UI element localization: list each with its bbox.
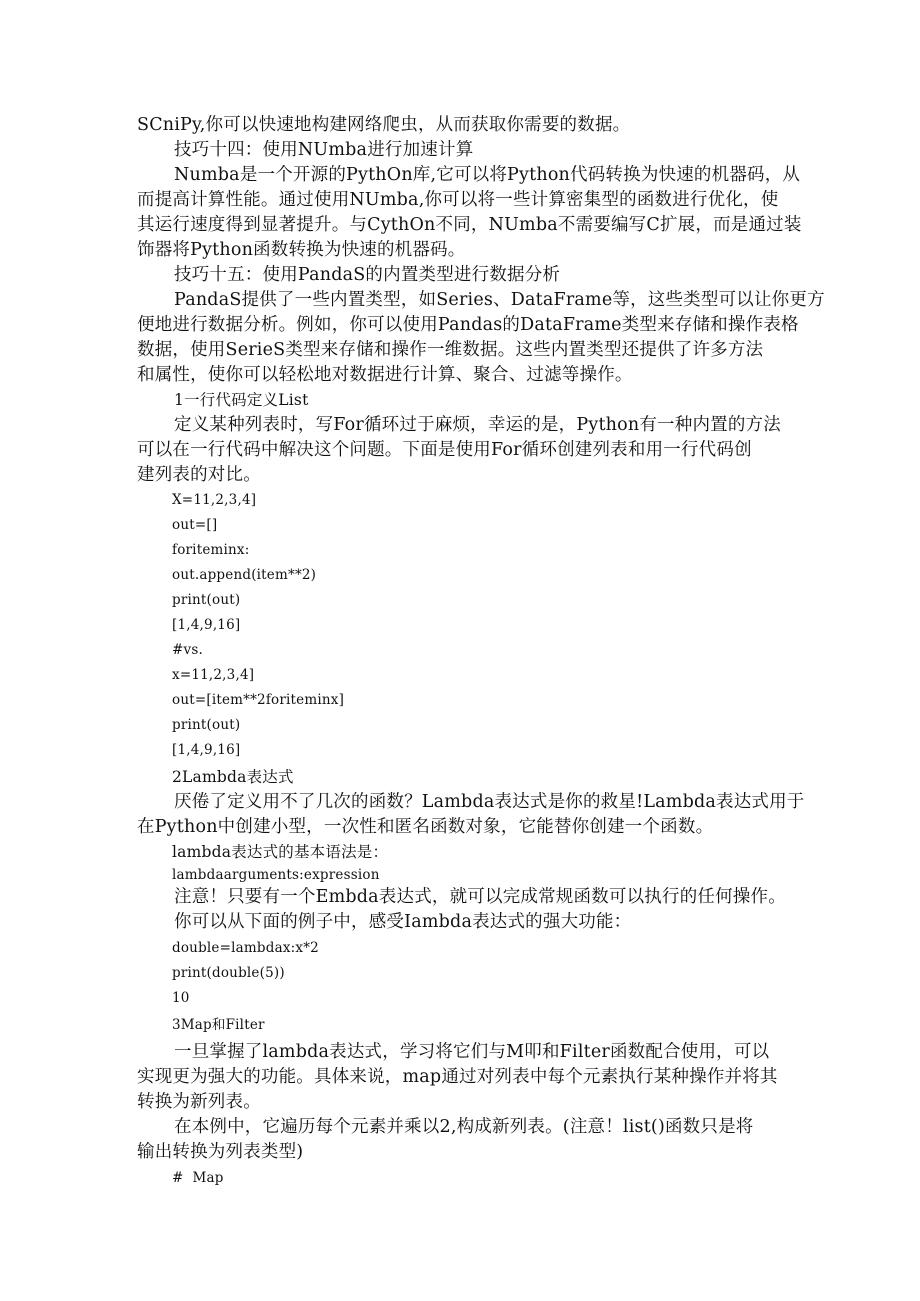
text-line: 在本例中，它遍历每个元素并乘以2,构成新列表。(注意！list()函数只是将 [174, 1117, 754, 1137]
text-line: PandaS提供了一些内置类型，如Series、DataFrame等，这些类型可以让你更方 [174, 290, 825, 310]
text-line: 注意！只要有一个Embda表达式，就可以完成常规函数可以执行的任何操作。 [174, 887, 786, 907]
text-line: 数据，使用SerieS类型来存储和操作一维数据。这些内置类型还提供了许多方法 [137, 340, 764, 360]
text-line: SCniPy,你可以快速地构建网络爬虫，从而获取你需要的数据。 [137, 115, 631, 135]
text-line: 厌倦了定义用不了几次的函数？Lambda表达式是你的救星!Lambda表达式用于 [174, 792, 805, 812]
code-line: out=[item**2foriteminx] [172, 692, 345, 708]
code-line: 10 [172, 990, 190, 1006]
text-line: 饰器将Python函数转换为快速的机器码。 [137, 240, 466, 260]
code-line: [1,4,9,16] [172, 617, 241, 633]
code-line: print(out) [172, 717, 241, 733]
text-line: lambda表达式的基本语法是： [172, 843, 389, 861]
code-line: out.append(item**2) [172, 567, 317, 583]
section-heading: 2Lambda表达式 [172, 768, 294, 786]
text-line: 建列表的对比。 [137, 465, 261, 485]
text-line: 而提高计算性能。通过使用NUmba,你可以将一些计算密集型的函数进行优化，使 [137, 190, 779, 210]
code-line: # Map [172, 1170, 224, 1186]
code-line: double=lambdax:x*2 [172, 940, 319, 956]
text-line: 便地进行数据分析。例如，你可以使用Pandas的DataFrame类型来存储和操作表格 [137, 315, 799, 335]
code-line: print(double(5)) [172, 965, 285, 981]
section-heading: 3Map和Filter [172, 1017, 265, 1033]
text-line: Numba是一个开源的PythOn库,它可以将Python代码转换为快速的机器码，从 [174, 165, 801, 185]
code-line: out=[] [172, 517, 218, 533]
section-heading: 技巧十五：使用PandaS的内置类型进行数据分析 [174, 265, 561, 285]
code-line: x=11,2,3,4] [172, 667, 255, 683]
section-heading: 技巧十四：使用NUmba进行加速计算 [174, 140, 474, 160]
text-line: 在Python中创建小型，一次性和匿名函数对象，它能替你创建一个函数。 [137, 817, 714, 837]
code-line: X=11,2,3,4] [172, 492, 257, 508]
text-line: 转换为新列表。 [137, 1092, 261, 1112]
text-line: 一旦掌握了lambda表达式，学习将它们与M叩和Filter函数配合使用，可以 [174, 1042, 770, 1062]
code-line: print(out) [172, 592, 241, 608]
text-line: 可以在一行代码中解决这个问题。下面是使用For循环创建列表和用一行代码创 [137, 440, 752, 460]
code-line: [1,4,9,16] [172, 742, 241, 758]
text-line: 定义某种列表时，写For循环过于麻烦，幸运的是，Python有一种内置的方法 [174, 415, 781, 435]
text-line: 实现更为强大的功能。具体来说，map通过对列表中每个元素执行某种操作并将其 [137, 1067, 778, 1087]
text-line: 和属性，使你可以轻松地对数据进行计算、聚合、过滤等操作。 [137, 365, 633, 385]
text-line: 其运行速度得到显著提升。与CythOn不同，NUmba不需要编写C扩展，而是通过装 [137, 215, 802, 235]
text-line: 你可以从下面的例子中，感受Iambda表达式的强大功能： [174, 912, 632, 932]
section-heading: 1一行代码定义List [174, 391, 309, 409]
text-line: 输出转换为列表类型) [137, 1142, 304, 1162]
code-line: lambdaarguments:expression [172, 867, 380, 883]
code-line: foriteminx: [172, 542, 250, 558]
code-line: #vs. [172, 642, 203, 658]
